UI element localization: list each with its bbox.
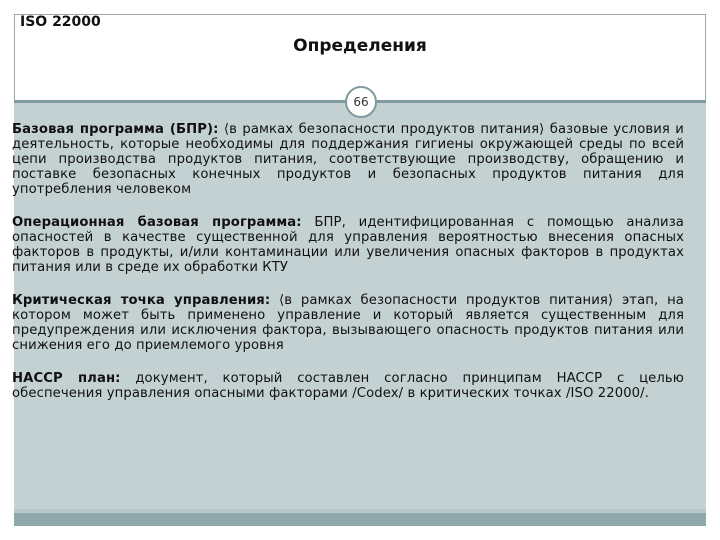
definition-text: документ, который составлен согласно принципам HACCP с целью обеспечения управления опасными факторами /Codex/ в критических точках /ISO 22000/.: [12, 371, 684, 401]
top-border: [14, 14, 706, 15]
definition-text: ⟨в рамках безопасности продуктов питания⟩ базовые условия и деятельность, которые необходимы для поддержания гигиены окружающей среды по всей цепи производства продуктов питания, соответствующие производству, обращению и поставке безопасных конечных продуктов и безопасных продуктов питания для употребления человеком: [12, 122, 684, 197]
definition-term: Операционная базовая программа:: [12, 215, 302, 230]
definitions-list: [12, 122, 684, 419]
standard-label: ISO 22000: [20, 14, 101, 30]
definition-term: Критическая точка управления:: [12, 293, 271, 308]
definition-item: [12, 122, 684, 197]
definition-item: [12, 293, 684, 353]
definition-term: HACCP план:: [12, 371, 121, 386]
definition-term: Базовая программа (БПР):: [12, 122, 219, 137]
definition-text: ⟨в рамках безопасности продуктов питания⟩ этап, на котором может быть применено управление и который является существенным для предупреждения или исключения фактора, вызывающего опасность продуктов питания или снижения его до приемлемого уровня: [12, 293, 684, 353]
page-title: Определения: [293, 36, 427, 56]
footer-band: [14, 509, 706, 526]
page-number-badge: 66: [345, 86, 377, 118]
definition-item: [12, 371, 684, 401]
definition-text: БПР, идентифицированная с помощью анализа опасностей в качестве существенной для управления вероятностью внесения опасных факторов в продукты, и/или контаминации или увеличения опасных факторов в продуктах питания или в среде их обработки КТУ: [12, 215, 684, 275]
definition-item: [12, 215, 684, 275]
